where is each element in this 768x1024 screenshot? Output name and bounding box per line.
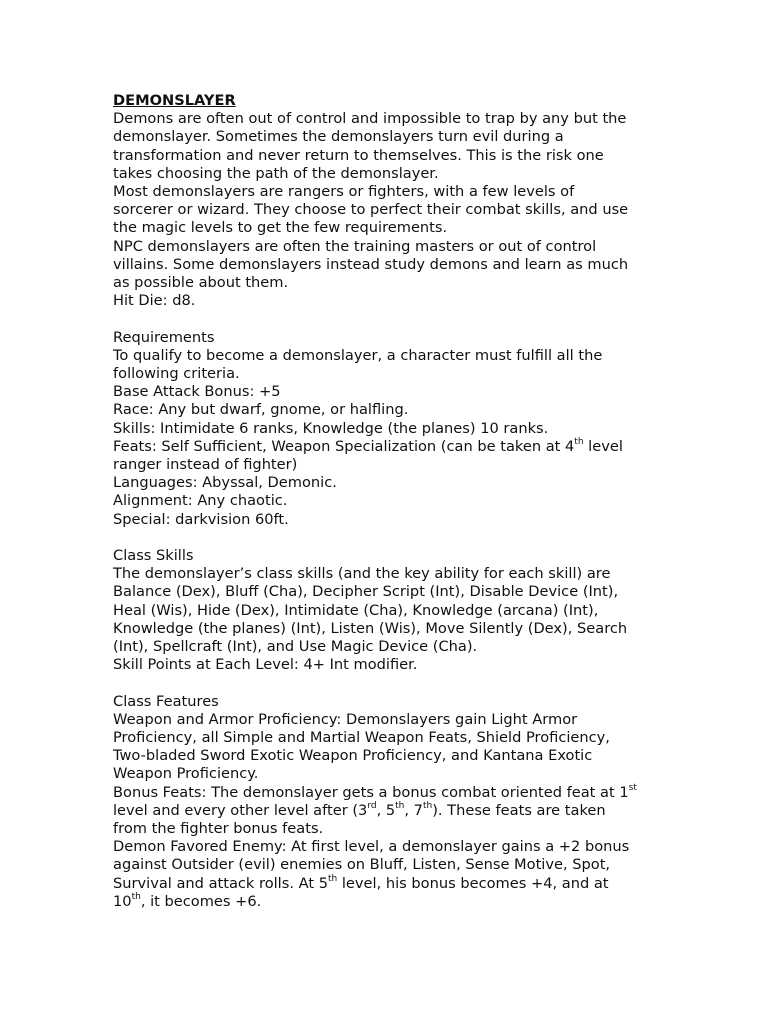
feats-line: ranger instead of fighter): [113, 456, 298, 474]
bonus-feats-text: Bonus Feats: The demonslayer gets a bonus combat oriented feat at 1: [113, 783, 629, 801]
intro-line: transformation and never return to themselves. This is the risk one: [113, 146, 604, 164]
requirements-line: following criteria.: [113, 365, 240, 383]
intro-line: as possible about them.: [113, 274, 289, 292]
bonus-feats-text: , 7: [404, 801, 423, 819]
favored-enemy-line: [113, 875, 673, 893]
paragraph-gap: [113, 310, 673, 328]
ordinal-suffix: rd: [367, 801, 377, 812]
feats-line: [113, 438, 673, 456]
intro-line: demonslayer. Sometimes the demonslayers turn evil during a: [113, 128, 564, 146]
paragraph-gap: [113, 674, 673, 692]
favored-enemy-text: 10: [113, 892, 132, 910]
class-features-section: [113, 693, 673, 911]
favored-enemy-text: level, his bonus becomes +4, and at: [337, 874, 609, 892]
requirements-section: [113, 329, 673, 529]
ordinal-suffix: th: [328, 873, 338, 884]
paragraph-gap: [113, 529, 673, 547]
intro-line: the magic levels to get the few requirements.: [113, 219, 448, 237]
skill-points-line: Skill Points at Each Level: 4+ Int modifier.: [113, 656, 418, 674]
requirements-line: Languages: Abyssal, Demonic.: [113, 474, 337, 492]
class-skills-heading: Class Skills: [113, 547, 194, 565]
ordinal-suffix: th: [395, 801, 405, 812]
document-page: [113, 92, 673, 911]
weapon-proficiency-line: Weapon Proficiency.: [113, 765, 259, 783]
intro-line: Demons are often out of control and impossible to trap by any but the: [113, 110, 627, 128]
requirements-heading: Requirements: [113, 328, 215, 346]
intro-line: takes choosing the path of the demonslayer.: [113, 164, 439, 182]
hit-die-line: Hit Die: d8.: [113, 292, 196, 310]
bonus-feats-text: , 5: [376, 801, 396, 819]
class-skills-line: Knowledge (the planes) (Int), Listen (Wis), Move Silently (Dex), Search: [113, 619, 628, 637]
weapon-proficiency-line: Proficiency, all Simple and Martial Weapon Feats, Shield Proficiency,: [113, 729, 610, 747]
requirements-line: Skills: Intimidate 6 ranks, Knowledge (the planes) 10 ranks.: [113, 419, 549, 437]
feats-text: level: [583, 437, 623, 455]
requirements-line: Race: Any but dwarf, gnome, or halfling.: [113, 401, 409, 419]
ordinal-suffix: th: [422, 801, 433, 812]
intro-line: sorcerer or wizard. They choose to perfect their combat skills, and use: [113, 201, 629, 219]
document-title: DEMONSLAYER: [113, 92, 236, 109]
favored-enemy-line: against Outsider (evil) enemies on Bluff, Listen, Sense Motive, Spot,: [113, 856, 611, 874]
class-skills-section: [113, 547, 673, 674]
class-skills-line: Heal (Wis), Hide (Dex), Intimidate (Cha), Knowledge (arcana) (Int),: [113, 601, 599, 619]
ordinal-suffix: st: [628, 782, 637, 793]
weapon-proficiency-line: Two-bladed Sword Exotic Weapon Proficiency, and Kantana Exotic: [113, 747, 593, 765]
bonus-feats-text: level and every other level after (3: [113, 801, 368, 819]
intro-line: villains. Some demonslayers instead study demons and learn as much: [113, 255, 629, 273]
intro-line: NPC demonslayers are often the training masters or out of control: [113, 237, 597, 255]
requirements-line: Special: darkvision 60ft.: [113, 510, 289, 528]
class-features-heading: Class Features: [113, 692, 219, 710]
bonus-feats-line: [113, 784, 673, 802]
favored-enemy-line: [113, 893, 673, 911]
requirements-line: To qualify to become a demonslayer, a character must fulfill all the: [113, 346, 603, 364]
favored-enemy-text: , it becomes +6.: [140, 892, 262, 910]
requirements-line: Base Attack Bonus: +5: [113, 383, 281, 401]
requirements-line: Alignment: Any chaotic.: [113, 492, 288, 510]
bonus-feats-text: ). These feats are taken: [432, 801, 606, 819]
class-skills-line: (Int), Spellcraft (Int), and Use Magic Device (Cha).: [113, 638, 478, 656]
weapon-proficiency-line: Weapon and Armor Proficiency: Demonslayers gain Light Armor: [113, 710, 578, 728]
intro-line: Most demonslayers are rangers or fighters, with a few levels of: [113, 183, 575, 201]
favored-enemy-line: Demon Favored Enemy: At first level, a demonslayer gains a +2 bonus: [113, 838, 630, 856]
feats-text: Feats: Self Sufficient, Weapon Specialization (can be taken at 4: [113, 437, 575, 455]
ordinal-suffix: th: [131, 892, 141, 903]
bonus-feats-line: from the fighter bonus feats.: [113, 820, 324, 838]
class-skills-line: Balance (Dex), Bluff (Cha), Decipher Script (Int), Disable Device (Int),: [113, 583, 619, 601]
favored-enemy-text: Survival and attack rolls. At 5: [113, 874, 328, 892]
class-skills-line: The demonslayer’s class skills (and the key ability for each skill) are: [113, 565, 611, 583]
bonus-feats-line: [113, 802, 673, 820]
ordinal-suffix: th: [574, 436, 584, 447]
intro-section: [113, 110, 673, 310]
